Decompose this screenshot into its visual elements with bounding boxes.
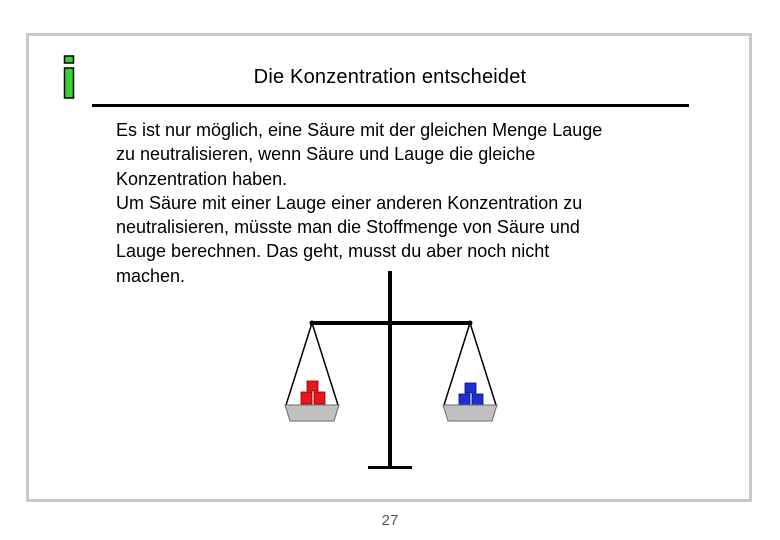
right-pan [443,405,497,421]
acid-blocks [301,381,325,404]
base-blocks [459,383,483,405]
info-icon [63,55,75,99]
title-underline [92,104,689,107]
slide-title: Die Konzentration entscheidet [253,66,527,88]
balance-scale-icon [270,265,510,475]
left-pan [285,405,339,421]
page-number: 27 [381,512,399,529]
slide-body-text: Es ist nur möglich, eine Säure mit der gleichen Menge Lauge zu neutralisieren, wenn Säure und Lauge die gleiche Konzentration haben. Um Säure mit einer Lauge einer anderen Konzentration zu neutralisieren, müsste man die Stoffmenge von Säure und Lauge berechnen. Das geht, musst du aber noch nicht machen. [116,120,603,286]
